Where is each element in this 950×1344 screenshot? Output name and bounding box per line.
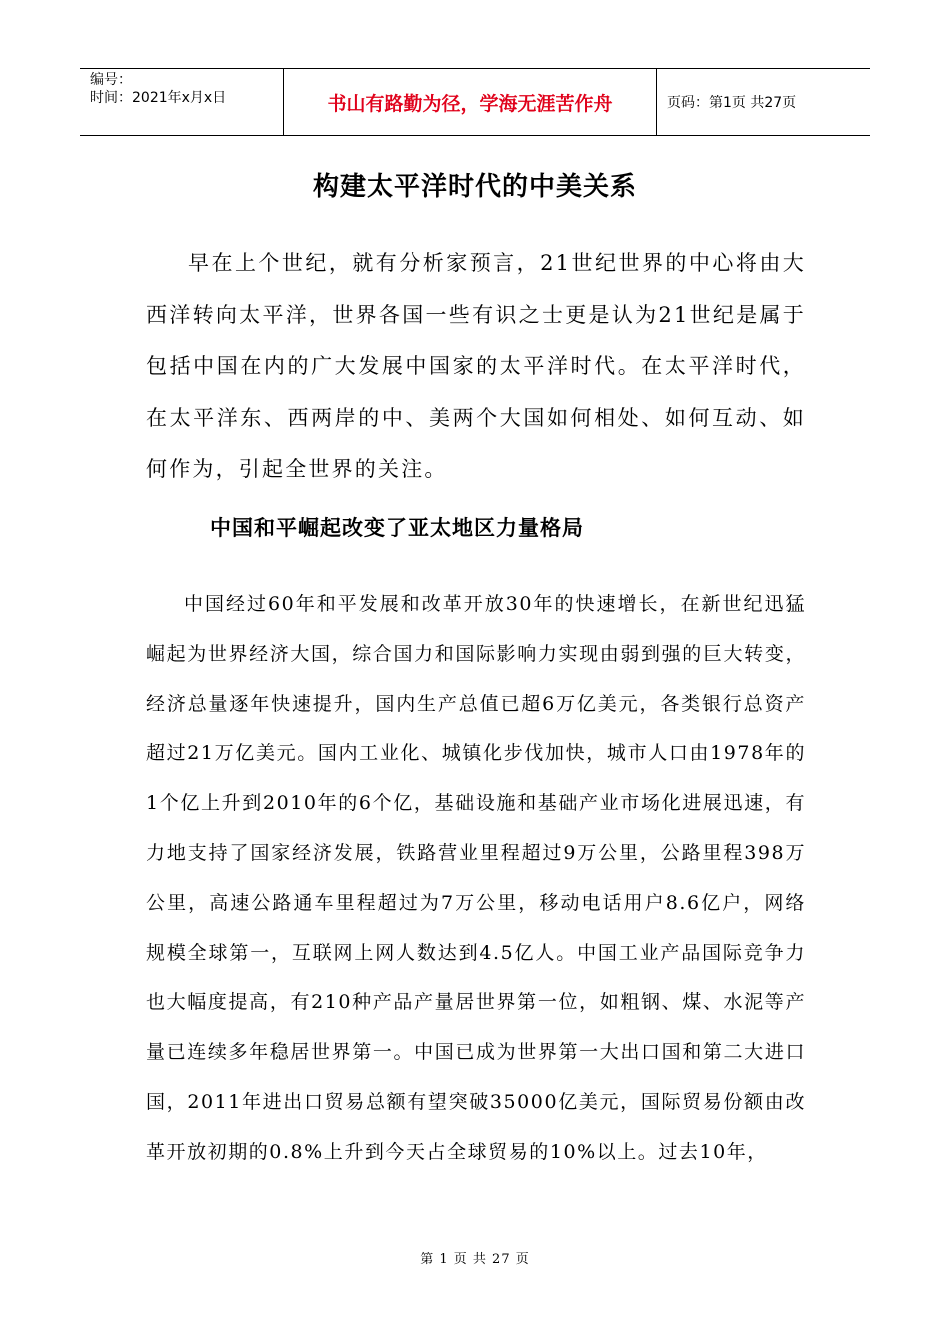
document-title: 构建太平洋时代的中美关系 bbox=[312, 172, 637, 202]
intro-paragraph: 早在上个世纪，就有分析家预言，21世纪世界的中心将由大西洋转向太平洋，世界各国一些有识之士更是认为21世纪是属于包括中国在内的广大发展中国家的太平洋时代。在太平洋时代，在太平洋东、西两岸的中、美两个大国如何相处、如何互动、如何作为，引起全世界的关注。 bbox=[146, 251, 806, 481]
header-meta bbox=[80, 69, 283, 135]
body-paragraph: 中国经过60年和平发展和改革开放30年的快速增长，在新世纪迅猛崛起为世界经济大国，综合国力和国际影响力实现由弱到强的巨大转变，经济总量逐年快速提升，国内生产总值已超6万亿美元，各类银行总资产超过21万亿美元。国内工业化、城镇化步伐加快，城市人口由1978年的1个亿上升到2010年的6个亿，基础设施和基础产业市场化进展迅速，有力地支持了国家经济发展，铁路营业里程超过9万公里，公路里程398万公里，高速公路通车里程超过为7万公里，移动电话用户8.6亿户，网络规模全球第一，互联网上网人数达到4.5亿人。中国工业产品国际竞争力也大幅度提高，有210种产品产量居世界第一位，如粗钢、煤、水泥等产量已连续多年稳居世界第一。中国已成为世界第一大出口国和第二大进口国，2011年进出口贸易总额有望突破35000亿美元，国际贸易份额由改革开放初期的0.8%上升到今天占全球贸易的10%以上。过去10年， bbox=[146, 593, 806, 1163]
header-page-info: 页码：第1页 共27页 bbox=[667, 95, 797, 111]
document-number-label: 编号： bbox=[90, 72, 132, 88]
document-time-label: 时间：2021年x月x日 bbox=[90, 90, 227, 106]
header-motto: 书山有路勤为径，学海无涯苦作舟 bbox=[283, 69, 657, 135]
page-footer: 第 1 页 共 27 页 bbox=[420, 1252, 530, 1267]
document-header bbox=[80, 68, 870, 136]
section-heading: 中国和平崛起改变了亚太地区力量格局 bbox=[210, 516, 584, 540]
